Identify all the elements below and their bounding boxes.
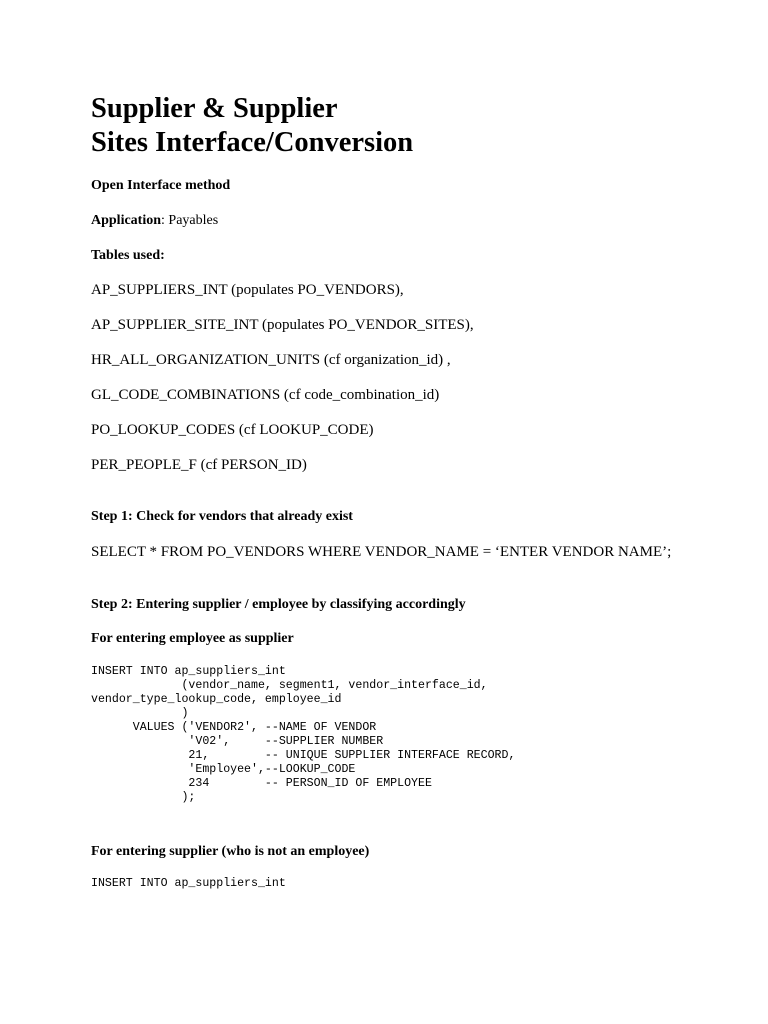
- document-title-line-1: Supplier & Supplier: [91, 93, 338, 124]
- method-heading: Open Interface method: [91, 178, 231, 193]
- supplier-section-heading: For entering supplier (who is not an employee): [91, 844, 370, 859]
- code-line: 21, -- UNIQUE SUPPLIER INTERFACE RECORD,: [91, 749, 516, 762]
- table-item: PER_PEOPLE_F (cf PERSON_ID): [91, 457, 307, 473]
- table-item: GL_CODE_COMBINATIONS (cf code_combination_id): [91, 387, 440, 403]
- code-line: 'Employee',--LOOKUP_CODE: [91, 763, 356, 776]
- application-label: Application: [91, 213, 162, 228]
- code-line: INSERT INTO ap_suppliers_int: [91, 665, 286, 678]
- step1-query: SELECT * FROM PO_VENDORS WHERE VENDOR_NAME = ‘ENTER VENDOR NAME’;: [91, 544, 672, 560]
- employee-section-heading: For entering employee as supplier: [91, 631, 294, 646]
- supplier-code-block: [91, 877, 286, 891]
- code-line: 'V02', --SUPPLIER NUMBER: [91, 735, 384, 748]
- table-item: AP_SUPPLIER_SITE_INT (populates PO_VENDOR_SITES),: [91, 317, 474, 333]
- table-item: AP_SUPPLIERS_INT (populates PO_VENDORS),: [91, 282, 404, 298]
- code-line: INSERT INTO ap_suppliers_int: [91, 877, 286, 890]
- employee-code-block: [91, 665, 515, 805]
- code-line: (vendor_name, segment1, vendor_interface_id,: [91, 679, 488, 692]
- code-line: 234 -- PERSON_ID OF EMPLOYEE: [91, 777, 432, 790]
- tables-heading: Tables used:: [91, 248, 165, 263]
- table-item: HR_ALL_ORGANIZATION_UNITS (cf organization_id) ,: [91, 352, 451, 368]
- step2-heading: Step 2: Entering supplier / employee by classifying accordingly: [91, 597, 466, 612]
- application-line: [91, 212, 218, 230]
- document-title-line-2: Sites Interface/Conversion: [91, 127, 414, 158]
- step1-heading: Step 1: Check for vendors that already exist: [91, 509, 353, 524]
- application-value: : Payables: [161, 213, 219, 228]
- code-line: ): [91, 707, 189, 720]
- code-line: );: [91, 791, 196, 804]
- table-item: PO_LOOKUP_CODES (cf LOOKUP_CODE): [91, 422, 374, 438]
- code-line: vendor_type_lookup_code, employee_id: [91, 693, 342, 706]
- code-line: VALUES ('VENDOR2', --NAME OF VENDOR: [91, 721, 377, 734]
